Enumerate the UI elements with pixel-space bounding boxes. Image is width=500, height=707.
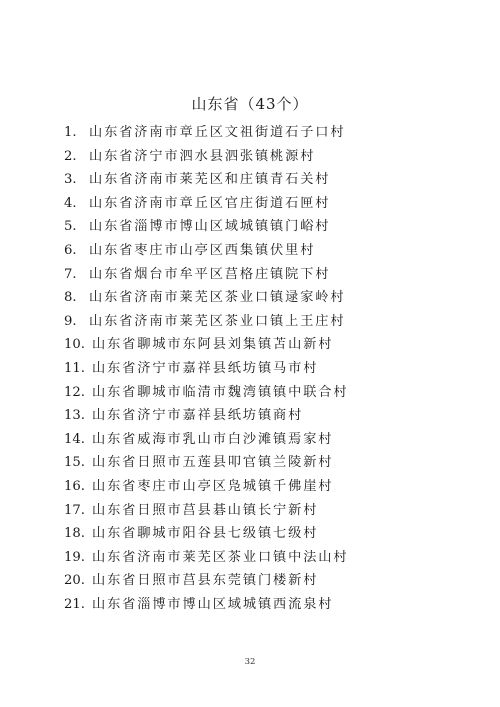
item-number: 17. <box>64 502 85 518</box>
village-list <box>64 121 444 616</box>
list-item <box>64 428 444 452</box>
item-name: 山东省日照市莒县东莞镇门楼新村 <box>92 573 319 589</box>
list-item <box>64 333 444 357</box>
item-name: 山东省淄博市博山区域城镇镇门峪村 <box>89 219 331 235</box>
item-number: 11. <box>64 360 85 376</box>
page-number: 32 <box>244 657 256 667</box>
item-name: 山东省日照市五莲县叩官镇兰陵新村 <box>92 455 334 471</box>
item-name: 山东省济宁市泗水县泗张镇桃源村 <box>89 148 316 164</box>
item-name: 山东省枣庄市山亭区凫城镇千佛崖村 <box>92 478 334 494</box>
list-item <box>64 404 444 428</box>
item-number: 8. <box>64 290 77 306</box>
list-item <box>64 215 444 239</box>
item-number: 14. <box>64 431 85 447</box>
item-name: 山东省淄博市博山区域城镇西流泉村 <box>92 596 334 612</box>
item-name: 山东省日照市莒县碁山镇长宁新村 <box>92 502 319 518</box>
list-item <box>64 121 444 145</box>
item-number: 12. <box>64 384 85 400</box>
item-number: 18. <box>64 526 85 542</box>
item-name: 山东省济南市莱芜区茶业口镇逯家岭村 <box>89 290 346 306</box>
item-number: 15. <box>64 455 85 471</box>
list-item <box>64 522 444 546</box>
item-name: 山东省济南市章丘区官庄街道石匣村 <box>89 195 331 211</box>
item-name: 山东省威海市乳山市白沙滩镇焉家村 <box>92 431 334 447</box>
list-item <box>64 499 444 523</box>
list-item <box>64 451 444 475</box>
list-item <box>64 569 444 593</box>
list-item <box>64 593 444 617</box>
item-number: 1. <box>64 125 77 140</box>
item-name: 山东省烟台市牟平区莒格庄镇院下村 <box>89 266 331 282</box>
item-number: 7. <box>64 266 77 282</box>
list-item <box>64 168 444 192</box>
item-number: 3. <box>64 172 77 188</box>
item-number: 5. <box>64 219 77 235</box>
item-name: 山东省济南市莱芜区茶业口镇上王庄村 <box>89 313 346 329</box>
item-number: 21. <box>64 596 85 612</box>
item-name: 山东省枣庄市山亭区西集镇伏里村 <box>89 242 316 258</box>
item-name: 山东省济宁市嘉祥县纸坊镇商村 <box>92 408 304 424</box>
item-number: 19. <box>64 549 85 565</box>
item-number: 16. <box>64 478 85 494</box>
item-number: 2. <box>64 148 77 164</box>
list-item <box>64 145 444 169</box>
item-number: 20. <box>64 573 85 589</box>
list-item <box>64 357 444 381</box>
list-item <box>64 475 444 499</box>
list-item <box>64 263 444 287</box>
item-name: 山东省济南市莱芜区茶业口镇中法山村 <box>92 549 349 565</box>
list-item <box>64 239 444 263</box>
item-number: 13. <box>64 408 85 424</box>
item-number: 9. <box>64 313 77 329</box>
item-name: 山东省济南市莱芜区和庄镇青石关村 <box>89 172 331 188</box>
list-item <box>64 546 444 570</box>
section-heading: 山东省（43个） <box>191 95 309 113</box>
item-name: 山东省聊城市阳谷县七级镇七级村 <box>92 526 319 542</box>
item-name: 山东省济南市章丘区文祖街道石子口村 <box>89 125 346 140</box>
item-number: 4. <box>64 195 77 211</box>
item-name: 山东省聊城市东阿县刘集镇苫山新村 <box>92 337 334 353</box>
list-item <box>64 310 444 334</box>
list-item <box>64 381 444 405</box>
item-name: 山东省济宁市嘉祥县纸坊镇马市村 <box>92 360 319 376</box>
item-number: 10. <box>64 337 85 353</box>
item-number: 6. <box>64 242 77 258</box>
item-name: 山东省聊城市临清市魏湾镇镇中联合村 <box>92 384 349 400</box>
list-item <box>64 286 444 310</box>
list-item <box>64 192 444 216</box>
